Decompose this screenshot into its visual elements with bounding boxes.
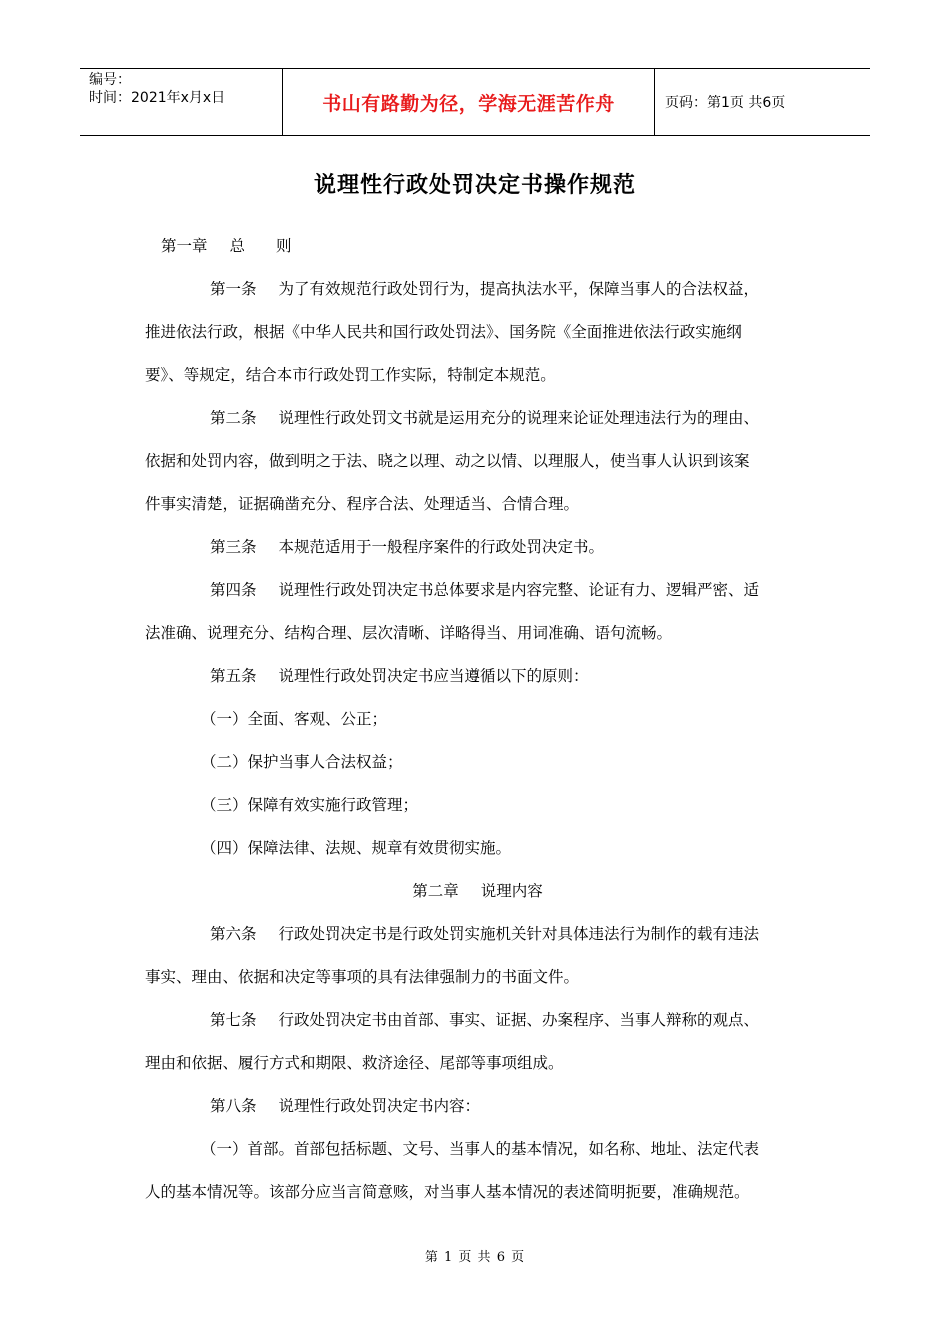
article-text: 法准确、说理充分、结构合理、层次清晰、详略得当、用词准确、语句流畅。 (145, 624, 673, 642)
article-number: 第四条 (210, 581, 257, 599)
page-footer: 第 1 页 共 6 页 (424, 1250, 526, 1265)
chapter-name: 总 则 (229, 237, 292, 255)
article-5 (145, 655, 810, 870)
article-number: 第一条 (210, 280, 257, 298)
article-text: 说理性行政处罚决定书内容： (278, 1097, 481, 1115)
article-text: 本规范适用于一般程序案件的行政处罚决定书。 (278, 538, 605, 556)
article-text: 人的基本情况等。该部分应当言简意赅，对当事人基本情况的表述简明扼要，准确规范。 (145, 1183, 750, 1201)
article-3 (145, 526, 810, 569)
article-text: 行政处罚决定书由首部、事实、证据、办案程序、当事人辩称的观点、 (278, 1011, 760, 1029)
article-text: 为了有效规范行政处罚行为，提高执法水平，保障当事人的合法权益， (278, 280, 760, 298)
chapter-name: 说理内容 (480, 882, 543, 900)
list-item: （三）保障有效实施行政管理； (201, 796, 419, 814)
article-8 (145, 1085, 810, 1214)
article-text: 依据和处罚内容，做到明之于法、晓之以理、动之以情、以理服人，使当事人认识到该案 (145, 452, 750, 470)
header-page-info: 页码：第1页 共6页 (665, 95, 786, 111)
article-4 (145, 569, 810, 655)
article-6 (145, 913, 810, 999)
article-1 (145, 268, 810, 397)
article-text: 行政处罚决定书是行政处罚实施机关针对具体违法行为制作的载有违法 (278, 925, 760, 943)
article-number: 第三条 (210, 538, 257, 556)
article-number: 第八条 (210, 1097, 257, 1115)
article-text: 要》、等规定，结合本市行政处罚工作实际，特制定本规范。 (145, 366, 556, 384)
header-meta-cell (80, 69, 282, 135)
article-text: 说理性行政处罚决定书应当遵循以下的原则： (278, 667, 589, 685)
article-7 (145, 999, 810, 1085)
chapter-number: 第一章 (161, 237, 208, 255)
list-item: （四）保障法律、法规、规章有效贯彻实施。 (201, 839, 512, 857)
document-header-table (80, 68, 870, 136)
list-item: （二）保护当事人合法权益； (201, 753, 403, 771)
article-number: 第六条 (210, 925, 257, 943)
chapter-number: 第二章 (412, 882, 459, 900)
article-2 (145, 397, 810, 526)
article-text: 说理性行政处罚文书就是运用充分的说理来论证处理违法行为的理由、 (278, 409, 760, 427)
header-motto: 书山有路勤为径，学海无涯苦作舟 (282, 69, 655, 135)
article-number: 第七条 (210, 1011, 257, 1029)
list-item: （一）首部。首部包括标题、文号、当事人的基本情况，如名称、地址、法定代表 (201, 1140, 760, 1158)
chapter-heading (145, 225, 810, 268)
document-title: 说理性行政处罚决定书操作规范 (313, 173, 636, 198)
document-body (145, 225, 810, 1214)
document-date: 时间：2021年x月x日 (89, 90, 226, 106)
article-text: 件事实清楚，证据确凿充分、程序合法、处理适当、合情合理。 (145, 495, 580, 513)
chapter-heading (145, 870, 810, 913)
article-text: 理由和依据、履行方式和期限、救济途径、尾部等事项组成。 (145, 1054, 564, 1072)
article-number: 第二条 (210, 409, 257, 427)
article-text: 事实、理由、依据和决定等事项的具有法律强制力的书面文件。 (145, 968, 580, 986)
article-text: 说理性行政处罚决定书总体要求是内容完整、论证有力、逻辑严密、适 (278, 581, 760, 599)
list-item: （一）全面、客观、公正； (201, 710, 388, 728)
article-text: 推进依法行政，根据《中华人民共和国行政处罚法》、国务院《全面推进依法行政实施纲 (145, 323, 742, 341)
document-number-label: 编号： (89, 72, 131, 88)
article-number: 第五条 (210, 667, 257, 685)
